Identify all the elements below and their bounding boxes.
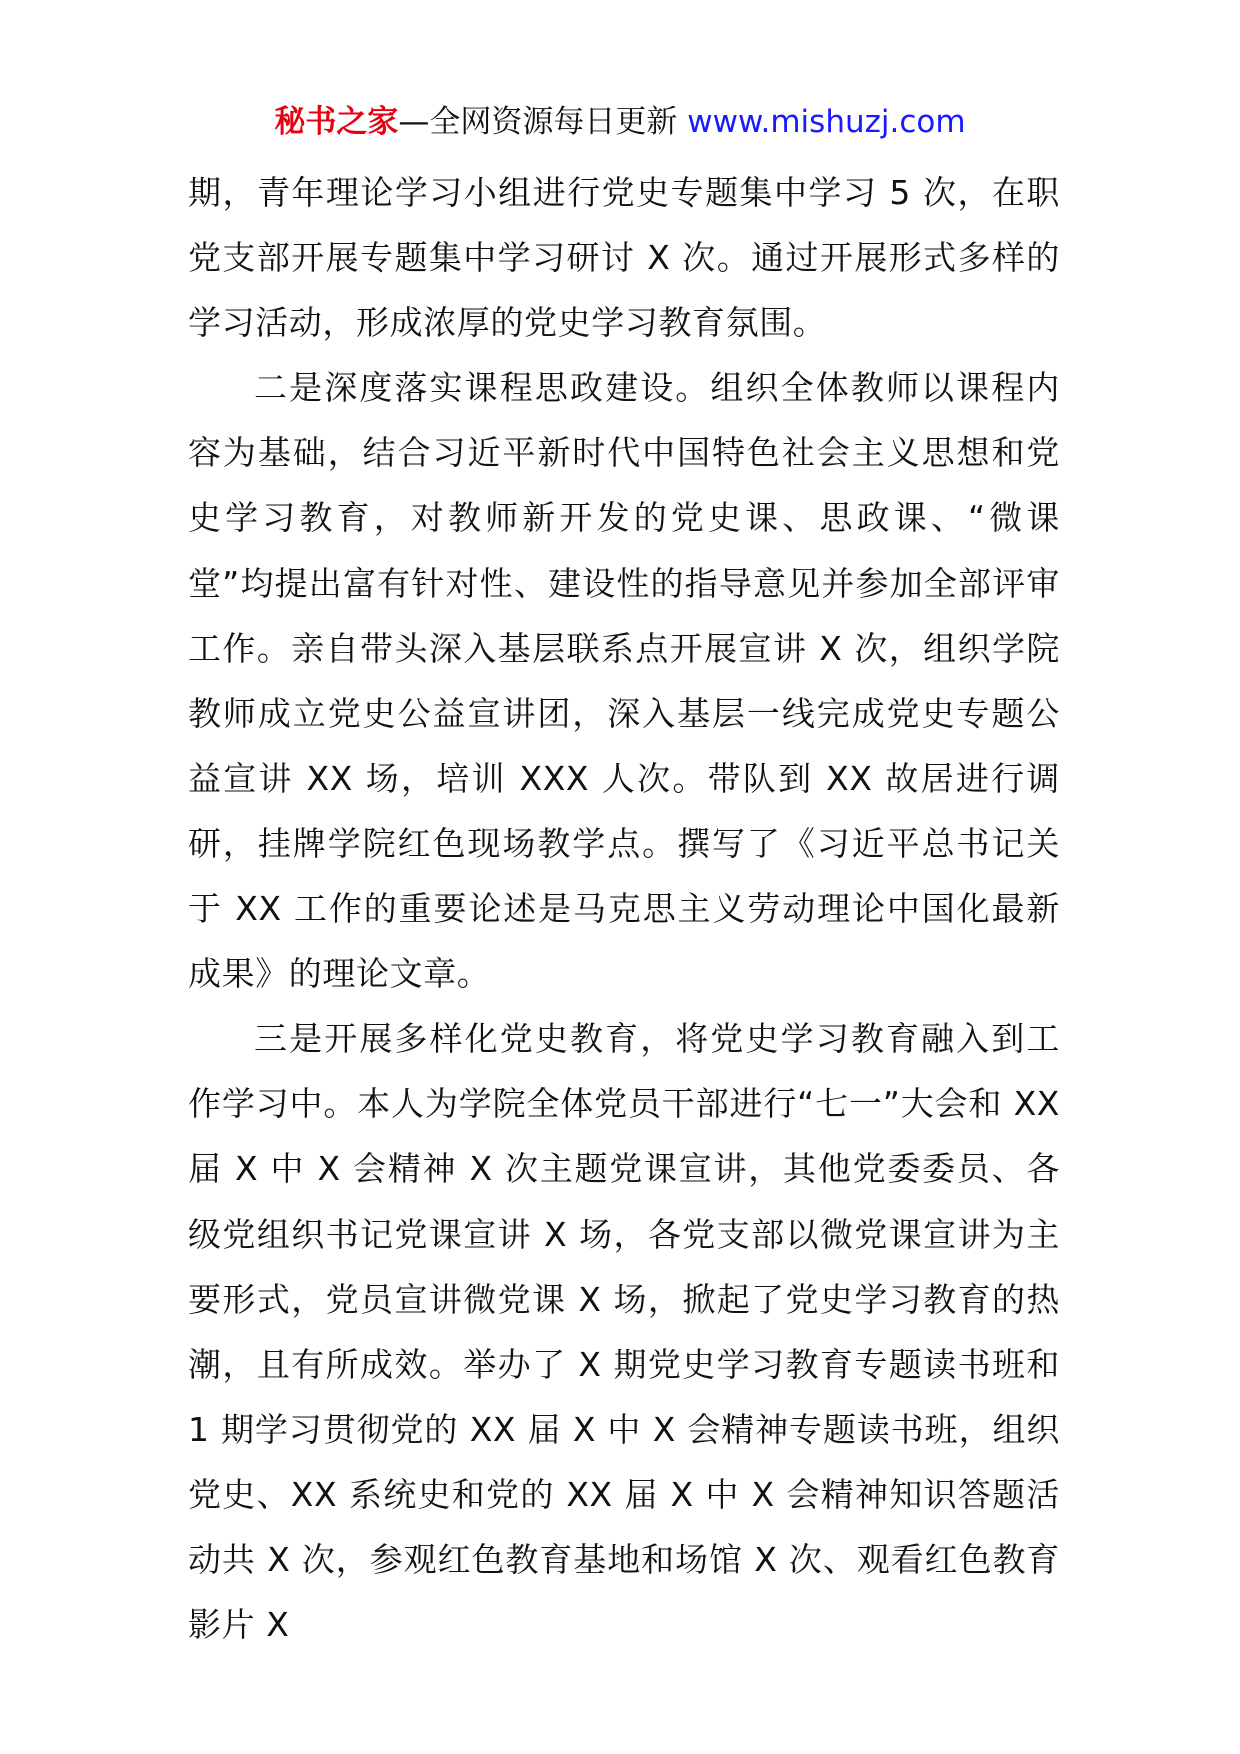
paragraph-party-history-education: 三是开展多样化党史教育，将党史学习教育融入到工作学习中。本人为学院全体党员干部进行“七一”大会和 XX 届 X 中 X 会精神 X 次主题党课宣讲，其他党委委员、各级党组织书记党课宣讲 X 场，各党支部以微党课宣讲为主要形式，党员宣讲微党课 X 场，掀起了党史学习教育的热潮，且有所成效。举办了 X 期党史学习教育专题读书班和 1 期学习贯彻党的 XX 届 X 中 X 会精神专题读书班，组织党史、XX 系统史和党的 XX 届 X 中 X 会精神知识答题活动共 X 次，参观红色教育基地和场馆 X 次、观看红色教育影片 X xyxy=(188,1019,1060,1645)
site-header xyxy=(0,100,1240,144)
site-tagline: —全网资源每日更新 xyxy=(398,104,678,140)
site-url[interactable]: www.mishuzj.com xyxy=(687,104,966,140)
paragraph-continuation: 期，青年理论学习小组进行党史专题集中学习 5 次，在职党支部开展专题集中学习研讨 X 次。通过开展形式多样的学习活动，形成浓厚的党史学习教育氛围。 xyxy=(188,173,1060,343)
site-brand: 秘书之家 xyxy=(274,104,399,140)
document-body xyxy=(188,160,1060,1657)
paragraph-course-ideology: 二是深度落实课程思政建设。组织全体教师以课程内容为基础，结合习近平新时代中国特色社会主义思想和党史学习教育，对教师新开发的党史课、思政课、“微课堂”均提出富有针对性、建设性的指导意见并参加全部评审工作。亲自带头深入基层联系点开展宣讲 X 次，组织学院教师成立党史公益宣讲团，深入基层一线完成党史专题公益宣讲 XX 场，培训 XXX 人次。带队到 XX 故居进行调研，挂牌学院红色现场教学点。撰写了《习近平总书记关于 XX 工作的重要论述是马克思主义劳动理论中国化最新成果》的理论文章。 xyxy=(188,368,1060,994)
